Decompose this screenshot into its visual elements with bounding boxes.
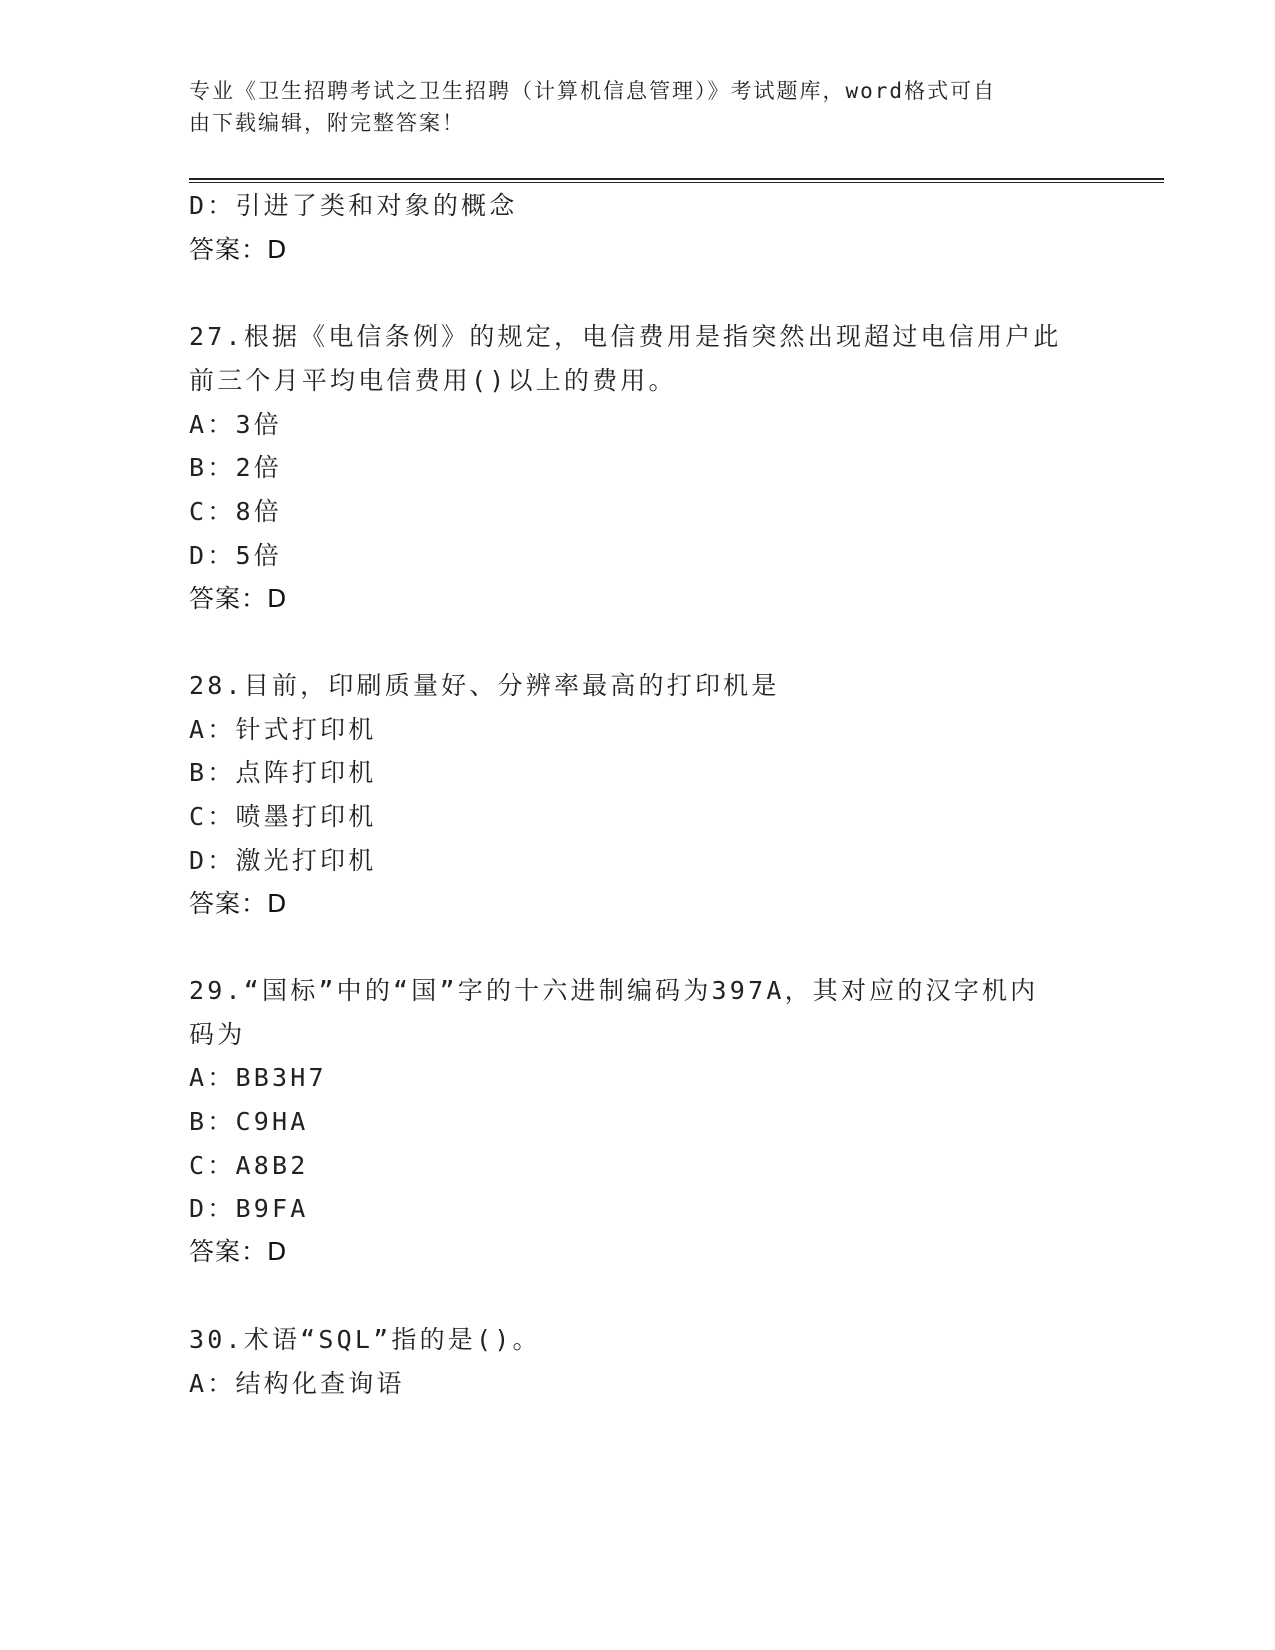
header-line-1: 专业《卫生招聘考试之卫生招聘（计算机信息管理）》考试题库，word格式可自 [189,79,997,103]
q29-option-d: D：B9FA [189,1194,309,1223]
q29-answer: 答案：D [189,1237,288,1266]
q28-option-a: A：针式打印机 [189,715,377,744]
prev-option-d: D：引进了类和对象的概念 [189,191,518,220]
q27-option-a: A：3倍 [189,410,282,439]
q29-stem-line-2: 码为 [189,1020,246,1049]
q30-option-a: A：结构化查询语 [189,1369,405,1398]
q27-option-d: D：5倍 [189,541,282,570]
q27-stem-line-1: 27.根据《电信条例》的规定，电信费用是指突然出现超过电信用户此 [189,322,1062,351]
document-header [189,75,1069,139]
q28-answer: 答案：D [189,889,288,918]
prev-answer: 答案：D [189,235,288,264]
q27-option-c: C：8倍 [189,497,282,526]
header-divider [189,178,1164,183]
q28-option-d: D：激光打印机 [189,846,377,875]
q29-stem-line-1: 29.“国标”中的“国”字的十六进制编码为397A，其对应的汉字机内 [189,976,1039,1005]
q28-option-c: C：喷墨打印机 [189,802,377,831]
q27-stem-line-2: 前三个月平均电信费用()以上的费用。 [189,366,677,395]
q28-stem-line-1: 28.目前，印刷质量好、分辨率最高的打印机是 [189,671,780,700]
q29-option-b: B：C9HA [189,1107,309,1136]
q27-answer: 答案：D [189,584,288,613]
q30-stem-line-1: 30.术语“SQL”指的是()。 [189,1325,541,1354]
header-line-2: 由下载编辑，附完整答案！ [189,111,465,135]
q27-option-b: B：2倍 [189,453,282,482]
q29-option-a: A：BB3H7 [189,1063,327,1092]
q28-option-b: B：点阵打印机 [189,758,377,787]
q29-option-c: C：A8B2 [189,1151,309,1180]
